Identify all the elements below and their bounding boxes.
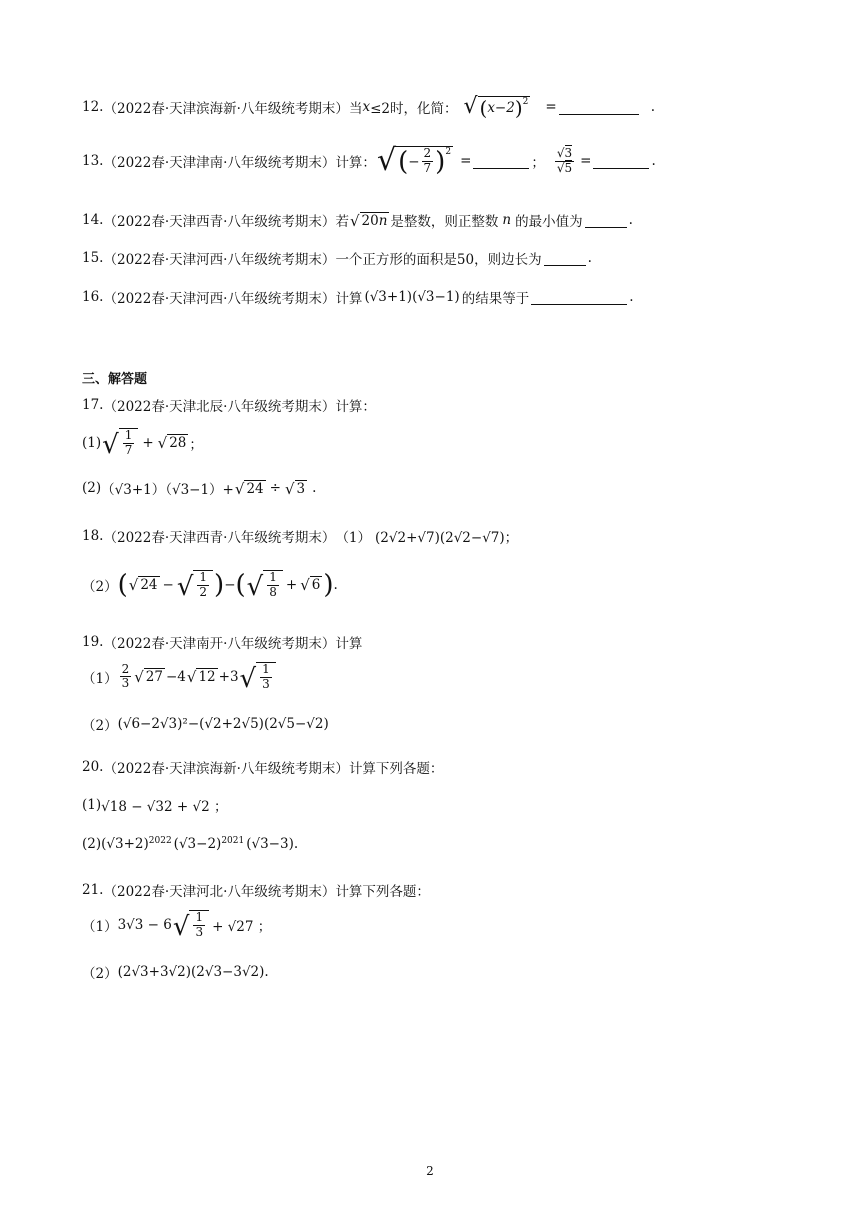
q17-part2	[82, 478, 316, 498]
q18-r24: 24	[140, 577, 158, 594]
q20-part1	[82, 795, 227, 815]
q16-source: （2022春·天津河西·八年级统考期末）	[103, 291, 336, 307]
q17-text: 计算：	[335, 399, 376, 415]
q19-r12: 12	[198, 669, 216, 686]
q13-exp: 2	[445, 147, 452, 157]
q13-frac-den: 7	[423, 161, 432, 175]
q18-e-num: 1	[269, 570, 277, 584]
section-heading: 三、解答题	[82, 372, 148, 387]
q13-radical: √ ( − $\frac{2}{7}$ ) $^2$	[376, 143, 452, 178]
q13-sep: ；	[531, 155, 545, 171]
q14-var2: n	[502, 212, 512, 228]
question-17	[82, 395, 376, 415]
q14-mid: 是整数，则正整数	[390, 214, 499, 230]
q17-p2-expr: （√3+1）（√3−1）+	[101, 482, 234, 498]
q18-minus: −	[162, 576, 174, 593]
q13-frac2-num: 3	[564, 145, 573, 160]
q17-part1	[82, 428, 203, 458]
q21-p1-num: 1	[195, 910, 204, 924]
q13-source: （2022春·天津津南·八年级统考期末）	[103, 155, 336, 171]
q16-end: .	[629, 289, 634, 305]
q19-text: 计算	[335, 636, 363, 652]
q13-text: 计算：	[335, 155, 376, 171]
q21-p2-label: （2）	[82, 966, 118, 982]
q20-b2: (√3−2)	[173, 836, 222, 852]
q12-expr: x−2	[487, 99, 515, 116]
q13-end: .	[651, 153, 656, 169]
q17-p2-r1: 24	[246, 480, 264, 497]
q13-frac-num: 2	[423, 146, 432, 161]
q17-p1-plus: +	[142, 434, 154, 451]
q13-answer-blank-1[interactable]	[473, 154, 529, 169]
q19-part1	[82, 662, 277, 692]
q21-p1-label: （1）	[82, 918, 118, 935]
q15-source: （2022春·天津河西·八年级统考期末）	[103, 252, 336, 268]
q17-number: 17.	[82, 397, 104, 413]
q15-number: 15.	[82, 250, 104, 266]
q19-a-num: 2	[121, 661, 130, 676]
q16-post: 的结果等于	[461, 291, 530, 307]
question-12	[82, 96, 655, 118]
question-14	[82, 210, 633, 230]
q13-frac2-den: 5	[564, 160, 573, 175]
q19-source: （2022春·天津南开·八年级统考期末）	[103, 636, 336, 652]
q17-p2-div: ÷	[269, 480, 281, 496]
q17-p2-end: .	[312, 480, 317, 496]
q15-answer-blank[interactable]	[544, 251, 586, 266]
q17-p2-radical1: √ 24	[234, 479, 264, 498]
q16-answer-blank[interactable]	[531, 290, 627, 305]
question-19	[82, 632, 362, 652]
q12-exp: 2	[522, 97, 529, 107]
q13-number: 13.	[82, 153, 104, 169]
q18-source: （2022春·天津西青·八年级统考期末）	[103, 530, 336, 546]
q20-end: .	[293, 836, 299, 852]
q19-part2	[82, 714, 329, 734]
q13-minus: −	[408, 153, 420, 170]
q14-radical: √ 20 n	[349, 211, 388, 230]
q17-p1-den: 7	[124, 442, 133, 457]
q19-p1-label: （1）	[82, 670, 118, 687]
q14-source: （2022春·天津西青·八年级统考期末）	[103, 214, 336, 230]
q21-part1	[82, 910, 271, 940]
q17-p2-label: (2)	[82, 480, 102, 496]
q20-text: 计算下列各题：	[348, 761, 444, 777]
question-16	[82, 287, 634, 307]
q17-p1-num: 1	[124, 428, 133, 442]
q19-mid1: −4	[165, 668, 186, 685]
q19-p2-expr: (√6−2√3)²−(√2+2√5)(2√5−√2)	[117, 716, 329, 732]
q20-e2: 2021	[221, 836, 245, 846]
q19-a-den: 3	[121, 676, 130, 691]
q21-p1-b: + √27 ；	[212, 918, 272, 935]
q16-pre: 计算	[335, 291, 363, 307]
q15-end: .	[587, 250, 592, 266]
q12-end: .	[650, 99, 655, 115]
q18-rad-eighth: √ $\frac{1}{8}$	[247, 570, 283, 600]
q16-expr: (√3+1)(√3−1)	[364, 289, 460, 305]
q12-cond: ≤2时，化简：	[370, 101, 458, 117]
q16-number: 16.	[82, 289, 104, 305]
q19-number: 19.	[82, 634, 104, 650]
q20-source: （2022春·天津滨海新·八年级统考期末）	[103, 761, 349, 777]
q17-p1-end: ；	[189, 436, 203, 453]
q18-rad24: √ 24	[128, 576, 158, 595]
q20-number: 20.	[82, 759, 104, 775]
q14-answer-blank[interactable]	[585, 213, 627, 228]
q13-eq: =	[460, 153, 472, 169]
question-20	[82, 757, 443, 777]
q14-rad-num: 20	[361, 212, 379, 229]
q17-p1-radical: √ $\frac{1}{7}$	[102, 428, 138, 458]
q19-frac	[120, 663, 132, 692]
q12-eq: =	[545, 99, 557, 115]
q18-plus: +	[285, 576, 298, 593]
question-21	[82, 880, 430, 900]
q18-e-den: 8	[269, 584, 277, 599]
q18-end: .	[333, 576, 338, 593]
q18-rad-half: √ $\frac{1}{2}$	[177, 570, 213, 600]
q12-answer-blank[interactable]	[559, 100, 639, 115]
q19-t-den: 3	[262, 676, 270, 691]
q21-rad-third: √ $\frac{1}{3}$	[173, 910, 209, 940]
q20-p1-label: (1)	[82, 797, 102, 813]
q19-rad-third: √ $\frac{1}{3}$	[240, 662, 276, 692]
q18-number: 18.	[82, 528, 104, 544]
q21-source: （2022春·天津河北·八年级统考期末）	[103, 884, 336, 900]
q21-p1-a: 3√3 − 6	[117, 916, 172, 933]
q19-p2-label: （2）	[82, 718, 118, 734]
page-number: 2	[426, 1164, 434, 1178]
q20-b3: (√3−3)	[246, 836, 294, 852]
q20-p1-expr: √18 − √32 + √2 ；	[101, 799, 228, 815]
q12-radical: √ ( x−2 ) $^2$	[463, 94, 529, 120]
q19-t-num: 1	[262, 662, 270, 676]
q20-b1: (√3+2)	[101, 836, 149, 852]
q12-var: x	[362, 99, 371, 115]
q21-p2-expr: (2√3+3√2)(2√3−3√2).	[117, 964, 269, 980]
q19-rad27: √ 27	[134, 668, 163, 687]
q19-rad12: √ 12	[186, 668, 216, 687]
q18-p1-label: （1）	[335, 530, 372, 546]
q17-p1-radical2: √ 28	[157, 434, 187, 453]
q18-part2: （2） ( √ 24 − √ $\frac{1}{2}$ ) − ( √ $\frac{1}{8}$ + √ 6 ) .	[82, 569, 338, 602]
q18-rad6: √ 6	[300, 576, 321, 595]
q17-source: （2022春·天津北辰·八年级统考期末）	[103, 399, 336, 415]
q13-fraction: $\frac{√3}{√5}$	[556, 145, 573, 175]
q14-rad-var: n	[378, 212, 388, 229]
q17-p2-r2: 3	[296, 480, 306, 497]
q21-text: 计算下列各题：	[335, 884, 430, 900]
q12-text: 当	[348, 101, 363, 117]
q12-source: （2022春·天津滨海新·八年级统考期末）	[103, 101, 349, 117]
q13-answer-blank-2[interactable]	[593, 154, 649, 169]
q17-p2-radical2: √ 3	[284, 479, 306, 498]
question-15	[82, 248, 592, 268]
q18-mid: −	[224, 576, 236, 593]
q14-number: 14.	[82, 212, 104, 228]
q17-p1-r: 28	[169, 435, 187, 452]
q14-end: .	[628, 212, 633, 228]
q20-p2-label: (2)	[82, 836, 102, 852]
q14-pre: 若	[335, 214, 349, 230]
q18-p1-expr: (2√2+√7)(2√2−√7)；	[375, 530, 519, 546]
q15-text: 一个正方形的面积是50，则边长为	[335, 252, 542, 268]
q13-eq2: =	[580, 153, 592, 169]
q20-e1: 2022	[148, 836, 172, 846]
q20-part2	[82, 836, 298, 852]
q21-part2	[82, 962, 269, 982]
q14-post: 的最小值为	[515, 214, 583, 230]
q21-p1-den: 3	[195, 924, 204, 939]
q18-h-num: 1	[199, 570, 208, 584]
question-13	[82, 143, 656, 178]
q19-r27: 27	[145, 669, 163, 686]
q18-p2-label: （2）	[82, 578, 118, 595]
question-18	[82, 526, 518, 546]
q18-h-den: 2	[199, 584, 208, 599]
q18-r6: 6	[311, 577, 321, 594]
q21-number: 21.	[82, 882, 104, 898]
q12-number: 12.	[82, 99, 104, 115]
q17-p1-label: (1)	[82, 434, 102, 451]
q19-mid2: +3	[218, 668, 239, 685]
